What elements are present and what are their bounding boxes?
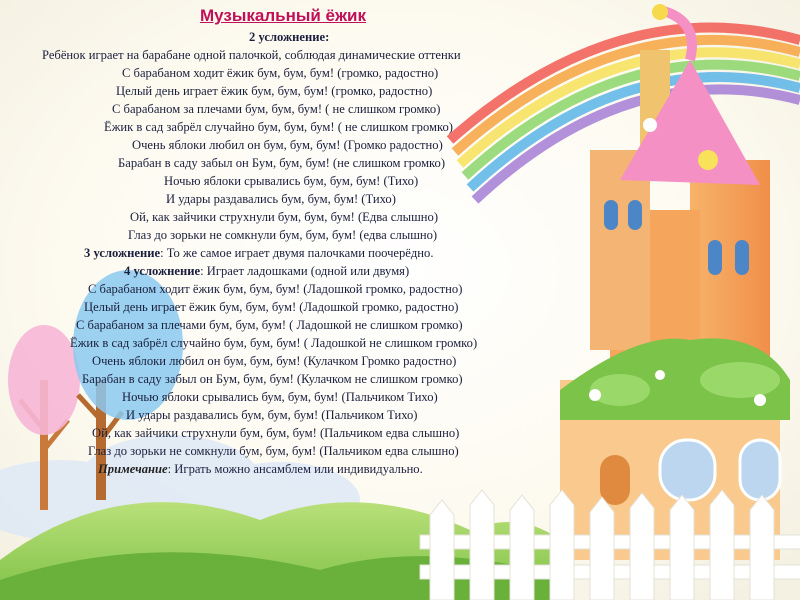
level4-line: Целый день играет ёжик бум, бум, бум! (Ладошкой громко, радостно)	[84, 300, 459, 314]
level3-paragraph	[84, 244, 434, 262]
level2-heading: 2 усложнение:	[249, 30, 330, 44]
level4-line: Очень яблоки любил он бум, бум, бум! (Кулачком Громко радостно)	[92, 354, 457, 368]
level2-line: Ёжик в сад забрёл случайно бум, бум, бум! ( не слишком громко)	[104, 120, 453, 134]
page-title: Музыкальный ёжик	[200, 6, 366, 25]
level4-line: Глаз до зорьки не сомкнули бум, бум, бум! (Пальчиком едва слышно)	[88, 444, 459, 458]
level4-line: Ой, как зайчики струхнули бум, бум, бум! (Пальчиком едва слышно)	[92, 426, 460, 440]
level2-intro: Ребёнок играет на барабане одной палочкой, соблюдая динамические оттенки	[42, 48, 461, 62]
level2-line: С барабаном ходит ёжик бум, бум, бум! (громко, радостно)	[122, 66, 439, 80]
level4-line: Барабан в саду забыл он Бум, бум, бум! (Кулачком не слишком громко)	[82, 372, 463, 386]
note-text: : Играть можно ансамблем или индивидуально.	[167, 462, 423, 476]
note-label: Примечание	[98, 462, 168, 476]
level4-heading: 4 усложнение	[124, 264, 201, 278]
level2-line: Ночью яблоки срывались бум, бум, бум! (Тихо)	[164, 174, 419, 188]
level2-line: Барабан в саду забыл он Бум, бум, бум! (не слишком громко)	[118, 156, 446, 170]
level4-line: Ночью яблоки срывались бум, бум, бум! (Пальчиком Тихо)	[122, 390, 438, 404]
level3-text: : То же самое играет двумя палочками поочерёдно.	[160, 246, 434, 260]
level4-text: : Играет ладошками (одной или двумя)	[200, 264, 410, 278]
level2-line: Глаз до зорьки не сомкнули бум, бум, бум! (едва слышно)	[128, 228, 438, 242]
level4-line: И удары раздавались бум, бум, бум! (Пальчиком Тихо)	[126, 408, 418, 422]
level2-line: С барабаном за плечами бум, бум, бум! ( не слишком громко)	[112, 102, 441, 116]
note-paragraph	[98, 460, 423, 478]
level2-line: И удары раздавались бум, бум, бум! (Тихо)	[166, 192, 396, 206]
level2-line: Ой, как зайчики струхнули бум, бум, бум! (Едва слышно)	[130, 210, 439, 224]
level4-line: С барабаном ходит ёжик бум, бум, бум! (Ладошкой громко, радостно)	[88, 282, 463, 296]
level2-line: Целый день играет ёжик бум, бум, бум! (громко, радостно)	[116, 84, 433, 98]
level2-line: Очень яблоки любил он бум, бум, бум! (Громко радостно)	[132, 138, 443, 152]
level4-paragraph	[124, 262, 409, 280]
level4-line: Ёжик в сад забрёл случайно бум, бум, бум! ( Ладошкой не слишком громко)	[70, 336, 478, 350]
level4-line: С барабаном за плечами бум, бум, бум! ( Ладошкой не слишком громко)	[76, 318, 463, 332]
level3-heading: 3 усложнение	[84, 246, 161, 260]
